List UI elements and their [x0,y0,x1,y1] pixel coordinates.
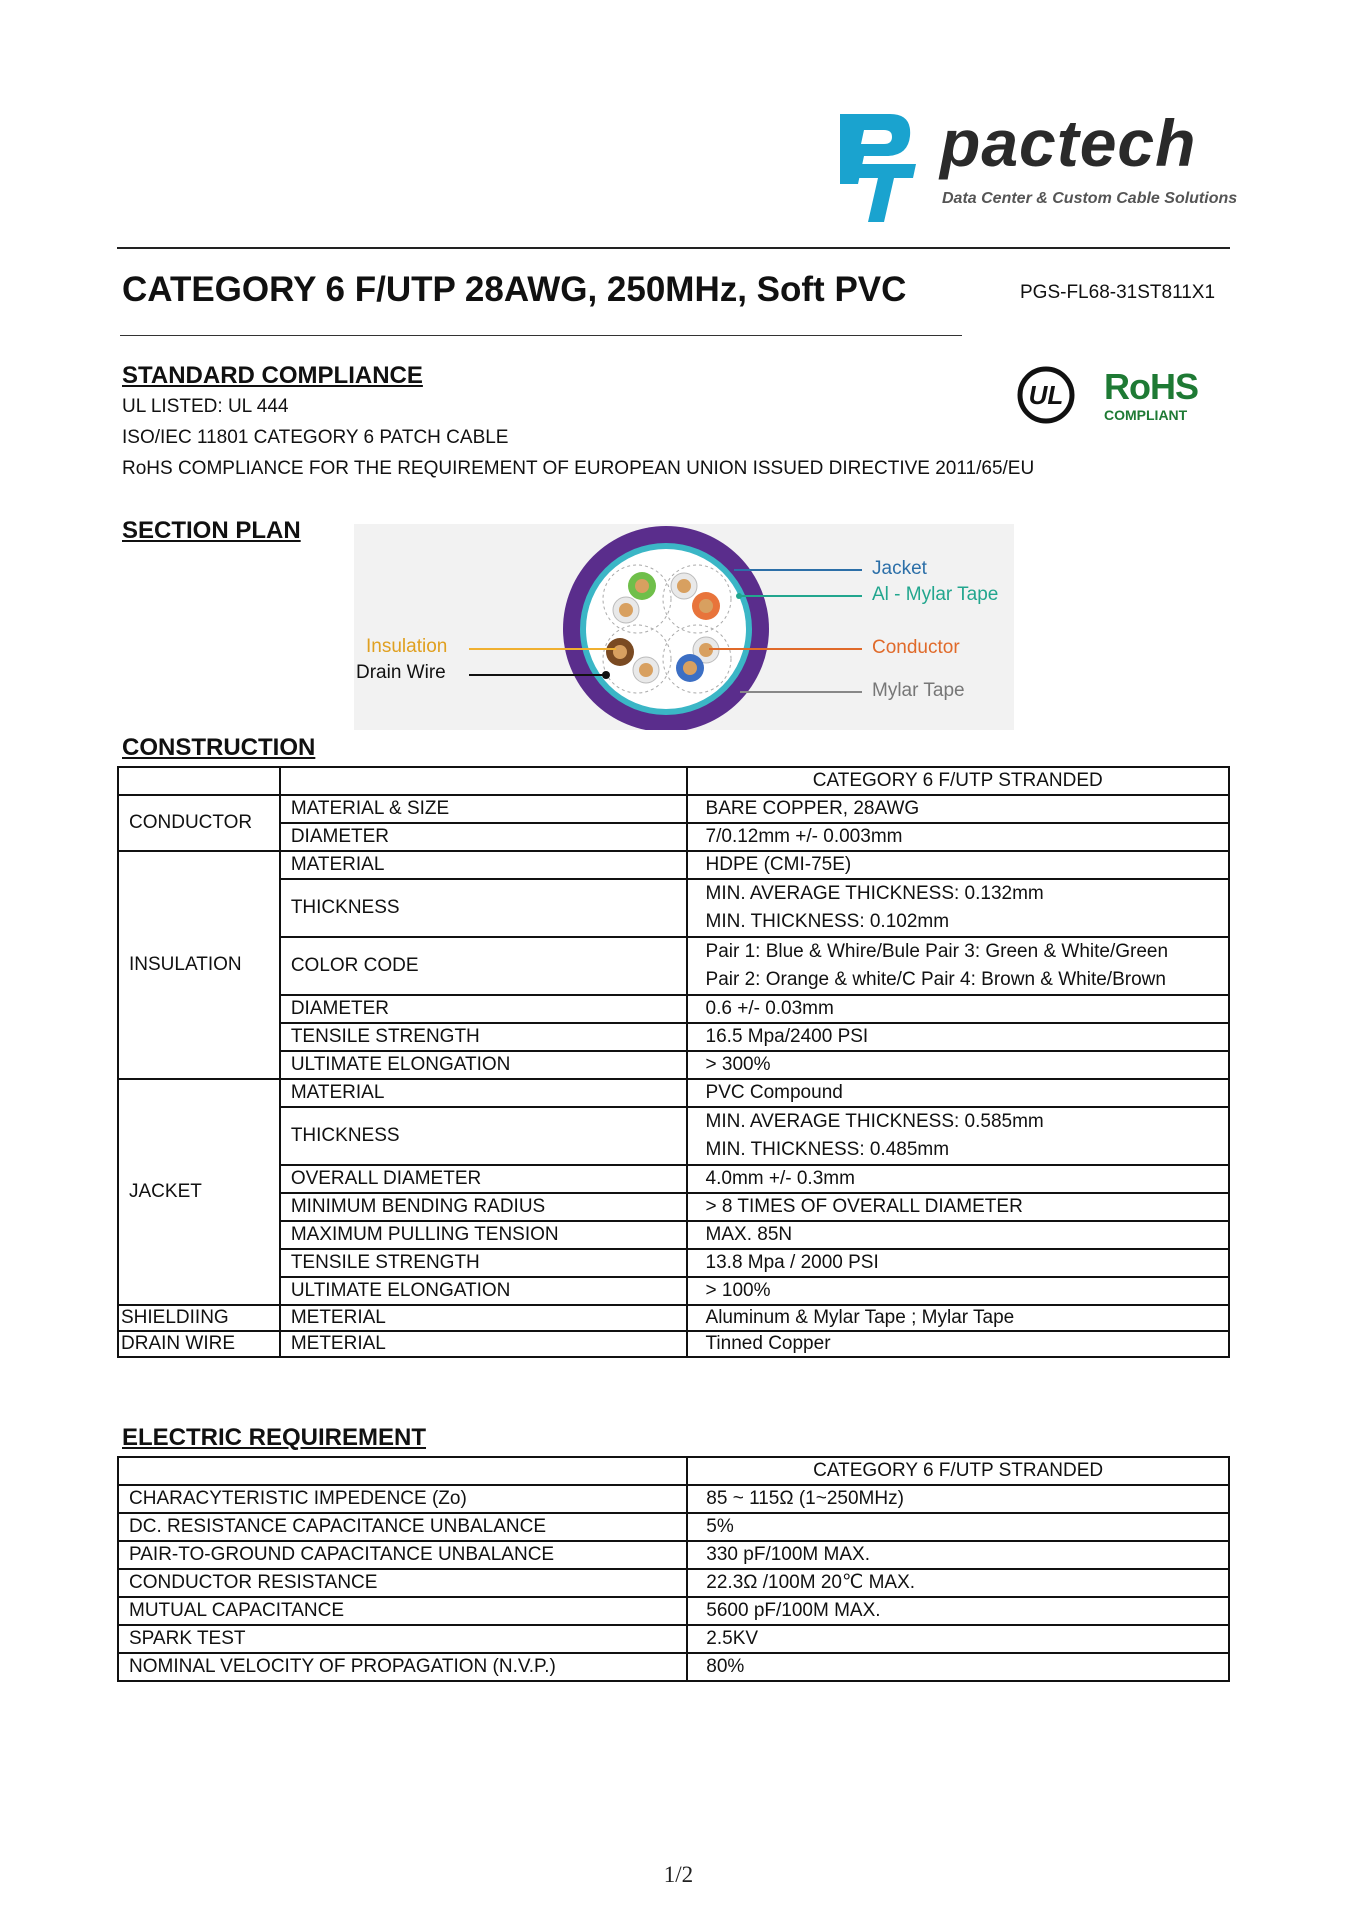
section-plan-heading: SECTION PLAN [122,517,301,544]
value-cell: Pair 1: Blue & Whire/Bulе Pair 3: Green & White/Green [687,937,1229,966]
table-row [118,937,1229,966]
group-label: INSULATION [118,851,280,1079]
table-row [118,1541,1229,1569]
table-header-row [118,1457,1229,1485]
table-row [118,1653,1229,1681]
label-conductor: Conductor [872,637,960,658]
table-header-row [118,767,1229,795]
electric-requirement-heading: ELECTRIC REQUIREMENT [122,1424,427,1451]
label-jacket: Jacket [872,558,927,579]
label-drain-wire: Drain Wire [356,662,446,683]
table-row [118,879,1229,908]
value-cell: PVC Compound [687,1079,1229,1107]
value-cell: 85 ~ 115Ω (1~250MHz) [687,1485,1229,1513]
table-row [118,1625,1229,1653]
value-cell: MIN. THICKNESS: 0.485mm [687,1136,1229,1165]
value-cell: 16.5 Mpa/2400 PSI [687,1023,1229,1051]
ul-listed-icon [1017,366,1075,424]
brand-tagline: Data Center & Custom Cable Solutions [942,190,1238,207]
label-insulation: Insulation [366,636,448,657]
item-cell: TENSILE STRENGTH [280,1249,687,1277]
item-cell: SPARK TEST [118,1625,687,1653]
table-row [118,1107,1229,1136]
group-label: SHIELDIING [118,1305,280,1331]
compliance-line: RoHS COMPLIANCE FOR THE REQUIREMENT OF EUROPEAN UNION ISSUED DIRECTIVE 2011/65/EU [122,458,1035,479]
item-cell: ULTIMATE ELONGATION [280,1277,687,1305]
title-divider [120,335,962,336]
value-cell: 22.3Ω /100M 20℃ MAX. [687,1569,1229,1597]
value-cell: Pair 2: Orange & white/C Pair 4: Brown & White/Brown [687,966,1229,995]
table-row [118,1249,1229,1277]
item-cell: MUTUAL CAPACITANCE [118,1597,687,1625]
item-cell: COLOR CODE [280,937,687,995]
value-cell: 4.0mm +/- 0.3mm [687,1165,1229,1193]
part-number: PGS-FL68-31ST811X1 [1020,282,1216,303]
table-row [118,1277,1229,1305]
item-cell: MATERIAL [280,1079,687,1107]
item-cell: MINIMUM BENDING RADIUS [280,1193,687,1221]
value-cell: MIN. AVERAGE THICKNESS: 0.585mm [687,1107,1229,1136]
table-row [118,1165,1229,1193]
value-cell: 2.5KV [687,1625,1229,1653]
item-cell: PAIR-TO-GROUND CAPACITANCE UNBALANCE [118,1541,687,1569]
value-cell: 5% [687,1513,1229,1541]
value-cell: > 8 TIMES OF OVERALL DIAMETER [687,1193,1229,1221]
group-label: CONDUCTOR [118,795,280,851]
value-cell: Tinned Copper [687,1331,1229,1357]
table-row [118,1305,1229,1331]
value-cell: MAX. 85N [687,1221,1229,1249]
item-cell: METERIAL [280,1331,687,1357]
group-label: JACKET [118,1079,280,1305]
item-cell: OVERALL DIAMETER [280,1165,687,1193]
table-row [118,1193,1229,1221]
item-cell: THICKNESS [280,879,687,937]
value-cell: 330 pF/100M MAX. [687,1541,1229,1569]
compliance-line: UL LISTED: UL 444 [122,396,289,417]
header-divider [117,247,1230,249]
value-cell: 0.6 +/- 0.03mm [687,995,1229,1023]
table-row [118,1079,1229,1107]
table-row [118,795,1229,823]
standard-compliance-heading: STANDARD COMPLIANCE [122,362,423,389]
label-mylar-tape: Mylar Tape [872,680,965,701]
item-cell: DIAMETER [280,823,687,851]
value-cell: 5600 pF/100M MAX. [687,1597,1229,1625]
table-row [118,995,1229,1023]
item-cell: TENSILE STRENGTH [280,1023,687,1051]
table-row [118,1569,1229,1597]
construction-table [117,766,1230,1358]
electric-table [117,1456,1230,1682]
brand-name: pactech [940,106,1197,180]
mylar-core [586,549,746,709]
item-cell: MATERIAL & SIZE [280,795,687,823]
item-cell: THICKNESS [280,1107,687,1165]
item-cell: METERIAL [280,1305,687,1331]
item-cell: ULTIMATE ELONGATION [280,1051,687,1079]
construction-heading: CONSTRUCTION [122,734,316,761]
value-cell: Aluminum & Mylar Tape ; Mylar Tape [687,1305,1229,1331]
label-al-mylar-tape: Al - Mylar Tape [872,584,999,605]
value-cell: MIN. THICKNESS: 0.102mm [687,908,1229,937]
table-row [118,1023,1229,1051]
value-cell: HDPE (CMI-75E) [687,851,1229,879]
column-header: CATEGORY 6 F/UTP STRANDED [687,1457,1229,1485]
item-cell: NOMINAL VELOCITY OF PROPAGATION (N.V.P.) [118,1653,687,1681]
table-row [118,1485,1229,1513]
pactech-logo-mark-icon [830,104,920,224]
company-logo [830,104,1238,234]
rohs-sub: COMPLIANT [1104,407,1188,423]
cable-cross-section [354,524,1014,730]
page-number: 1/2 [663,1862,694,1887]
table-row [118,1221,1229,1249]
item-cell: MAXIMUM PULLING TENSION [280,1221,687,1249]
rohs-compliant-icon [1100,366,1200,426]
table-row [118,823,1229,851]
value-cell: > 100% [687,1277,1229,1305]
table-row [118,851,1229,879]
item-cell: CHARACYTERISTIC IMPEDENCE (Zo) [118,1485,687,1513]
rohs-mark: RoHS [1104,366,1198,407]
item-cell: DC. RESISTANCE CAPACITANCE UNBALANCE [118,1513,687,1541]
column-header: CATEGORY 6 F/UTP STRANDED [687,767,1229,795]
svg-text:UL: UL [1028,380,1064,410]
value-cell: 13.8 Mpa / 2000 PSI [687,1249,1229,1277]
value-cell: 7/0.12mm +/- 0.003mm [687,823,1229,851]
table-row [118,1597,1229,1625]
value-cell: > 300% [687,1051,1229,1079]
item-cell: DIAMETER [280,995,687,1023]
value-cell: 80% [687,1653,1229,1681]
group-label: DRAIN WIRE [118,1331,280,1357]
table-row [118,1051,1229,1079]
compliance-line: ISO/IEC 11801 CATEGORY 6 PATCH CABLE [122,427,509,448]
item-cell: CONDUCTOR RESISTANCE [118,1569,687,1597]
item-cell: MATERIAL [280,851,687,879]
value-cell: BARE COPPER, 28AWG [687,795,1229,823]
document-title: CATEGORY 6 F/UTP 28AWG, 250MHz, Soft PVC [122,270,907,309]
table-row [118,1331,1229,1357]
value-cell: MIN. AVERAGE THICKNESS: 0.132mm [687,879,1229,908]
table-row [118,1513,1229,1541]
